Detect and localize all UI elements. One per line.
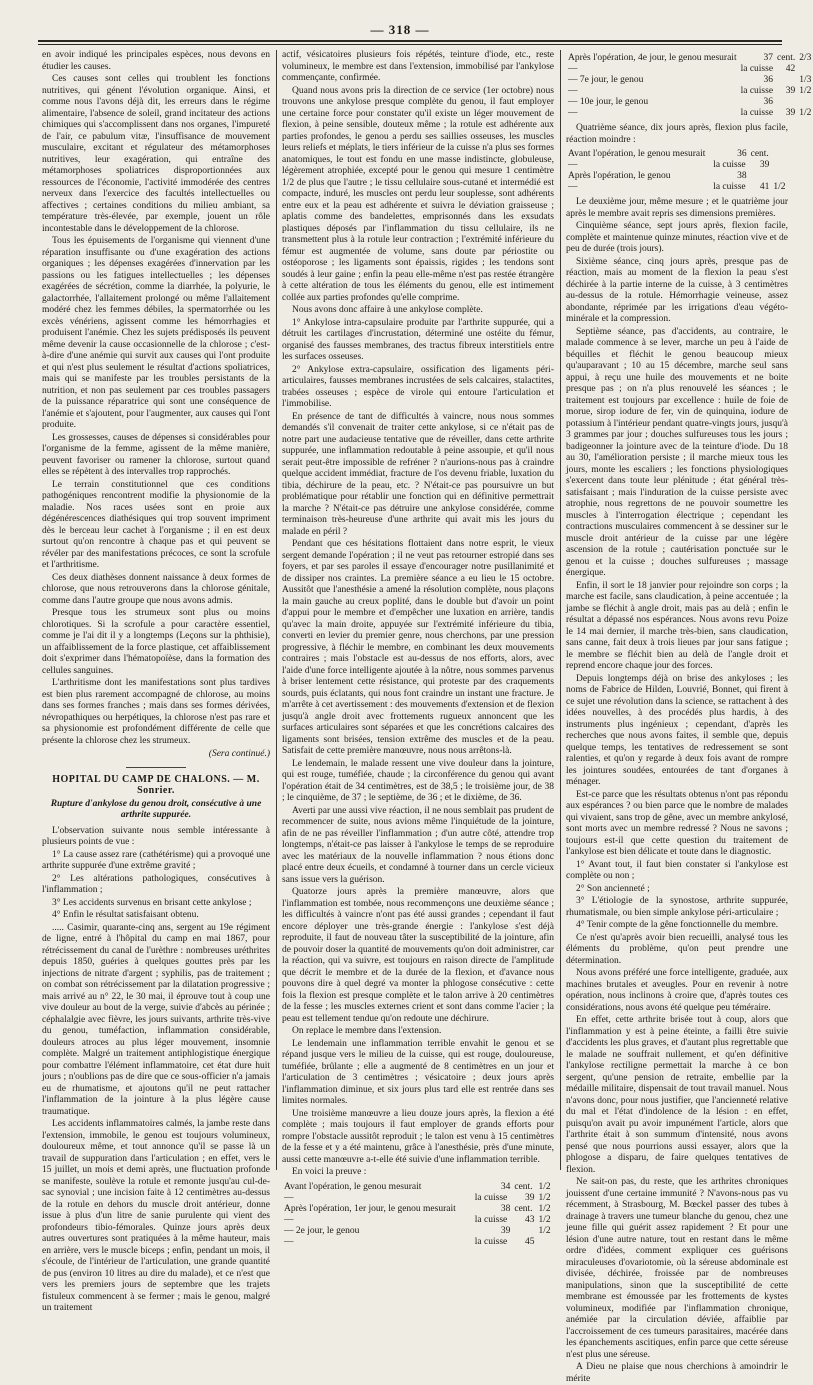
table-row <box>282 1226 554 1237</box>
table-row <box>566 53 813 64</box>
paragraph: Les accidents inflammatoires calmés, la jambe reste dans l'extension, immobile, le genou est toujours volumineux, douloureux même, et tout annonce qu'il se passe là un travail de suppuration dans l'articulation ; en effet, vers le 15 juillet, un mois et demi après, une fluctuation profonde se manifeste, soulève la rotule et remonte jusqu'au cul-de-sac synovial ; une incision faite à 12 centimètres au-dessus de la rotule en dehors du muscle droit antérieur, donne issue à plus d'un litre de sanie purulente qui vient des profondeurs tibio-fémorales. Quinze jours après deux autres ouvertures sont pratiquées à la même hauteur, mais en arrière, vers le muscle biceps ; enfin, pendant un mois, il s'écoule, de l'intérieur de l'articulation, une grande quantité de pus (environ 10 litres au dire du malade), et ce n'est que vers les premiers jours de septembre que les trajets fistuleux commencent à se fermer ; mais le genou, malgré un traitement <box>42 1119 270 1313</box>
page-number: — 318 — <box>370 22 430 37</box>
table-row <box>282 1237 554 1248</box>
table-cell: 38 <box>737 171 747 181</box>
table-row <box>566 97 813 108</box>
paragraph: Septième séance, pas d'accidents, au contraire, le malade commence à se lever, marche un peu à l'aide de béquilles et fléchit le genou beaucoup mieux qu'auparavant ; 10 au 15 décembre, marche seul sans appui, à reçu une huile des mouvements et ne boite presque pas ; on n'a plus renouvelé les séances ; le traitement est toujours par excellence : huile de foie de morue, sirop iodure de fer, vin de quinquina, iodure de potassium à l'intérieur pendant quatre-vingts jours, jusqu'à 3 grammes par jour ; douches sulfureuses tous les jours ; badigeonner la jointure avec de la teinture d'iode. Du 18 au 30, l'amélioration persiste ; il marche mieux tous les jours, monte les escaliers ; les fonctions physiologiques s'exercent dans toute leur plénitude ; état général très-satisfaisant ; mais l'induration de la cuisse persiste avec atrophie, nous regrettons de ne pouvoir soumettre les muscles à l'interrogation électrique ; cependant les contractions musculaires commencent à se dessiner sur le muscle droit antérieur de la cuisse par une légère ascension de la rotule ; cautérisation ponctuée sur le genou et la cuisse ; douches sulfureuses ; massage énergique. <box>566 326 788 578</box>
table-row <box>566 75 813 86</box>
paragraph: 3° L'étiologie de la synostose, arthrite suppurée, rhumatismale, ou bien simple ankylose péri-articulaire ; <box>566 896 788 918</box>
table-cell: — <box>568 64 578 74</box>
column-3 <box>566 50 812 1384</box>
paragraph: 3° Les accidents survenus en brisant cette ankylose ; <box>52 897 252 908</box>
column-separator <box>276 50 277 1170</box>
table-row <box>566 149 788 160</box>
table-cell: Avant l'opération, le genou mesurait <box>568 149 706 159</box>
paragraph: Quatorze jours après la première manœuvre, alors que l'inflammation est tombée, nous recommençons une deuxième séance ; les difficultés à vaincre n'ont pas été aussi grandes ; cependant il faut encore déployer une très-grande énergie : l'ankylose s'est déjà reproduite, il faut de nouveau tâter la susceptibilité de la jointure, afin de pouvoir doser la quantité de mouvements qu'on doit administrer, car la réaction, qui va suivre, est toujours en raison directe de l'amplitude que décrit le membre et de la durée de la flexion, et d'avance nous pouvons dire à quel degré va monter la phlogose consécutive : cette fois la flexion est presque complète et le talon arrive à 20 centimètres de la fesse ; les muscles externes crient et sont dans comme l'acier ; la peau est tellement tendue qu'on redoute une déchirure. <box>282 887 554 1024</box>
column-2 <box>282 50 554 1247</box>
table-cell: 37 <box>763 53 774 63</box>
table-cell: — <box>284 1192 294 1203</box>
article-title: Rupture d'ankylose du genou droit, consécutive à une arthrite suppurée. <box>50 798 262 820</box>
paragraph: Depuis longtemps déjà on brise des ankyloses ; les noms de Fabrice de Hilden, Louvrié, Bonnet, qui firent à ce sujet une révolution dans la science, se rattachent à des idées nouvelles, à des procédés plus hardis, à des instruments plus ingénieux ; cependant, d'après les recherches que nous avons faites, il semble que, depuis quelque temps, les tentatives de redressement se sont ralenties, et qu'on y regarde à deux fois avant de rompre les jointures soudées, entourées de tant d'organes à ménager. <box>566 673 788 787</box>
table-cell: 1/2 <box>538 1192 551 1203</box>
table-cell: 45 <box>524 1236 535 1247</box>
paragraph: Le lendemain une inflammation terrible envahit le genou et se répand jusque vers le milieu de la cuisse, qui est rouge, douloureuse, tuméfiée, brûlante ; elle a augmenté de 8 centimètres en un jour et l'articulation de 3 centimètres ; vésicatoire ; deux jours après l'inflammation diminue, et six jours plus tard elle est rentrée dans ses limites normales. <box>282 1038 554 1106</box>
table-cell <box>775 75 797 86</box>
table-cell: — <box>568 86 578 96</box>
table-cell: Après l'opération, le genou <box>568 171 671 181</box>
table-cell <box>512 1226 536 1237</box>
paragraph: 4° Enfin le résultat satisfaisant obtenu. <box>52 910 199 920</box>
paragraph: actif, vésicatoires plusieurs fois répétés, teinture d'iode, etc., reste volumineux, le membre est dans l'extension, immobilisé par l'ankylose commençante, confirmée. <box>282 50 554 83</box>
table-cell: 39 <box>785 86 796 96</box>
paragraph: En effet, cette arthrite brisée tout à coup, alors que l'inflammation y est à peine éteinte, a failli être suivie d'accidents les plus graves, et d'autant plus regrettable que le malade ne souffrait nullement, et qu'en définitive l'ankylose rectiligne permettait la marche à ce bon sergent, qu'une pension de retraite, embellie par la médaille militaire, dispensait de tout travail manuel. Nous n'avons donc, pour nous justifier, que l'ancienneté relative du mal et l'état d'indolence de la lésion : en effet, puisqu'on avait pu avoir impunément l'article, alors que l'arthrite était à son summum d'intensité, nous avons pensé que nous pourrions aussi essayer, alors que la phlogose a disparu, de faire quelques tentatives de flexion. <box>566 1015 788 1175</box>
table-cell: 1/2 <box>538 1181 551 1192</box>
paragraph: Pendant que ces hésitations flottaient dans notre esprit, le vieux sergent demande l'opération ; il ne veut pas retourner estropié dans ses foyers, et par ses paroles il essaye d'encourager notre pusillanimité et de dissiper nos craintes. La première séance a eu lieu le 15 octobre. Aussitôt que l'anesthésie a amené la résolution complète, nous plaçons la main gauche au creux poplité, dans le double but d'avoir un point d'appui pour le membre et d'empêcher une luxation en arrière, tandis qu'avec la main droite, appuyée sur l'extrémité inférieure du tibia, converti en levier du premier genre, nous cherchons, par une pression progressive, à fléchir le membre, en combinant les deux mouvements contraires ; mais l'obstacle est au-dessus de nos efforts, alors, avec l'aide d'une force intelligente ajoutée à la nôtre, nous sommes parvenus à briser lentement cette résistance, qui proteste par des craquements sourds, puis éclatants, qui nous font craindre un instant une fracture. Je m'arrête à cet avertissement : des mouvements d'extension et de flexion jusqu'à angle droit avec frottements rugueux annoncent que les surfaces articulaires sont séparées et que les concrétions calcaires des ligaments sont brisées, tension extrême des muscles et de la peau. Satisfait de cette première manœuvre, nous nous arrêtons-là. <box>282 539 554 756</box>
paragraph: L'arthritisme dont les manifestations sont plus tardives est bien plus rarement accompagné de chlorose, au moins dans ses formes franches ; mais dans ses formes dérivées, névropathiques ou herpétiques, la chlorose n'est pas rare et sa physionomie est profondément différente de celle que présente la chlorose chez les strumeux. <box>42 678 270 746</box>
paragraph: Une troisième manœuvre a lieu douze jours après, la flexion a été complète ; mais toujours il faut employer de grands efforts pour rompre l'obstacle aussitôt reproduit ; le talon est venu à 15 centimètres de la fesse et y a été maintenu, grâce à l'anesthésie, près d'une minute, aussi cette manœuvre a-t-elle été suivie d'une inflammation terrible. <box>282 1108 554 1165</box>
paragraph: En présence de tant de difficultés à vaincre, nous nous sommes demandés s'il convenait de traiter cette ankylose, si ce n'était pas de notre part une audacieuse tentative que de réveiller, dans cette arthrite suppurée, une inflammation redoutable à peine assoupie, et qu'il nous serait peut-être impossible de refréner ? n'aurions-nous pas à craindre quelque accident immédiat, fracture de l'os devenu friable, luxation du tibia, déchirure de la peau, etc. ? N'était-ce pas poursuivre un but problématique pour rétablir une fonction qui en définitive permettrait la marche ? N'était-ce pas détruire une ankylose considérée, comme terminaison très-heureuse d'une arthrite qui avait mis les jours du malade en péril ? <box>282 411 554 537</box>
table-row <box>282 1215 554 1226</box>
table-cell: 1/2 <box>799 108 812 118</box>
paragraph: En voici la preuve : <box>292 1167 367 1177</box>
table-cell: 39 <box>785 108 796 118</box>
table-cell <box>536 1237 554 1248</box>
table-cell <box>771 160 788 171</box>
paragraph: 1° La cause assez rare (cathétérisme) qui a provoqué une arthrite suppurée d'une extrême gravité ; <box>42 849 270 871</box>
table-cell: 43 <box>524 1214 535 1225</box>
paragraph: Le deuxième jour, même mesure ; et le quatrième jour après le membre avait repris ses dimensions premières. <box>566 197 788 219</box>
table-row <box>566 160 788 171</box>
table-row <box>566 86 813 97</box>
table-cell: — <box>568 108 578 118</box>
page-header <box>0 20 800 42</box>
table-cell <box>771 171 788 182</box>
paragraph: Averti par une aussi vive réaction, il ne nous semblait pas prudent de recommencer de suite, nous avions même l'inquiétude de la jointure, afin de ne pas réveiller l'inflammation ; d'un autre côté, attendre trop longtemps, n'était-ce pas laisser à l'ankylose le temps de se reproduire avec les matériaux de la nouvelle inflammation ? nous étions donc placé entre deux écueils, et condamné à tourner dans un cercle vicieux sans issue vers la guérison. <box>282 805 554 885</box>
paragraph: 1° Avant tout, il faut bien constater si l'ankylose est complète ou non ; <box>566 859 788 881</box>
table-cell: 2/3 <box>799 53 812 63</box>
table-cell: 36 <box>737 149 747 159</box>
table-cell: la cuisse <box>474 1236 508 1247</box>
table-cell: 38 <box>500 1203 511 1214</box>
table-cell: 39 <box>759 160 770 170</box>
table-cell <box>797 64 813 75</box>
paragraph: en avoir indiqué les principales espèces, nous devons en étudier les causes. <box>42 50 270 72</box>
table-cell: 1/3 <box>799 75 812 85</box>
table-cell <box>771 149 788 160</box>
table-cell <box>797 97 813 108</box>
paragraph: Ce n'est qu'après avoir bien recueilli, analysé tous les éléments du problème, qu'on peut prendre une détermination. <box>566 932 788 966</box>
paragraph: Le lendemain, le malade ressent une vive douleur dans la jointure, qui est rouge, tuméfiée, chaude ; la circonférence du genou qui avant l'opération était de 34 centimètres, est de 38,5 ; le troisième jour, de 38 ; le cinquième, de 37 ; le septième, de 36 ; et le dixième, de 36. <box>282 758 554 803</box>
paragraph: Tous les épuisements de l'organisme qui viennent d'une réparation insuffisante ou d'une exagération des actions organiques ; les dépenses exagérées d'innervation par les passions ou les fatigues intellectuelles ; les dépenses exagérées de sécrétion, comme la diarrhée, la polyurie, le galactorrhée, l'allaitement prolongé ou même l'allaitement modéré chez les femmes débiles, la spermatorrhée ou les excès vénériens, agissent comme les hémorrhagies et produisent l'anémie. Chez les sujets prédisposés ils peuvent même devenir la cause occasionnelle de la chlorose ; c'est-à-dire d'une anémie qui survit aux causes qui l'ont produite et qui n'est plus seulement le résultat d'actions spoliatrices, mais qui se manifeste par les troubles persistants de la nutrition, et non pas seulement par ces troubles passagers de la puissance réparatrice qui sont une conséquence de l'anémie et s'ajoutent, pour l'augmenter, aux causes qui l'ont produite. <box>42 236 270 430</box>
paragraph: A Dieu ne plaise que nous cherchions à amoindrir le mérite <box>566 1362 788 1384</box>
table-cell: — <box>284 1236 294 1247</box>
section-divider <box>126 767 186 768</box>
table-cell: 39 <box>524 1192 535 1203</box>
table-cell: la cuisse <box>740 108 774 118</box>
table-cell: cent. <box>750 149 769 159</box>
paragraph: Est-ce parce que les résultats obtenus n'ont pas répondu aux espérances ? ou bien parce que le nombre de malades qui vivaient, sans trop de gêne, avec un membre ankylosé, sont morts avec un membre redressé ? Nous ne savons ; toujours est-il que cette question du traitement de l'ankylose est bien délicate et toute dans le diagnostic. <box>566 789 788 857</box>
paragraph: Le terrain constitutionnel que ces conditions pathogéniques rencontrent modifie la physionomie de la maladie. Nos races usées sont en proie aux dégénérescences diathésiques qui trop souvent impriment dès le berceau leur cachet à l'organisme ; il en est deux surtout qu'on rencontre à chaque pas et qui peuvent se révéler par des manifestations précoces, ce sont la scrofule et l'arthritisme. <box>42 479 270 570</box>
column-1 <box>42 50 270 1313</box>
paragraph: 4° Tenir compte de la gêne fonctionnelle du membre. <box>576 920 779 930</box>
table-cell: 36 <box>763 75 774 85</box>
table-row <box>282 1182 554 1193</box>
paragraph: Quatrième séance, dix jours après, flexion plus facile, réaction moindre : <box>566 123 788 145</box>
table-cell: la cuisse <box>474 1214 508 1225</box>
section-title: HOPITAL DU CAMP DE CHALONS. — M. Sonrier. <box>52 773 260 796</box>
paragraph: Les grossesses, causes de dépenses si considérables pour l'organisme de la femme, agissent de la même manière, peuvent favoriser ou ramener la chlorose, surtout quand elles se répètent à des intervalles trop rapprochés. <box>42 432 270 477</box>
table-cell: — <box>568 182 578 192</box>
header-rule-thin <box>38 44 782 45</box>
table-cell: 1/2 <box>799 86 812 96</box>
paragraph: Ces causes sont celles qui troublent les fonctions nutritives, qui génent l'évolution organique. Ainsi, et comme nous l'avons déjà dit, les erreurs dans le régime alimentaire, l'absence de soleil, grand incitateur des actions chimiques qui s'accomplissent dans nos organes, l'impureté de l'air, ce pabulum vitæ, l'insuffisance de mouvement musculaire, excitant et régulateur des métamorphoses nutritives, leur exagération, qui entraîne des métamorphoses spoliatrices disproportionnées aux ressources de l'économie, l'activité immodérée des centres nerveux dans l'exercice des facultés intellectuelles ou affectives ; certaines conditions du milieu ambiant, sa température très-élevée, par exemple, jouent un rôle incontestable dans le développement de la chlorose. <box>42 74 270 234</box>
table-cell: cent. <box>514 1181 533 1192</box>
header-rule <box>38 40 782 42</box>
table-cell: 42 <box>785 64 796 74</box>
paragraph: 2° Son ancienneté ; <box>576 883 650 894</box>
paragraph: On replace le membre dans l'extension. <box>292 1026 442 1036</box>
table-cell: 41 <box>759 182 770 192</box>
paragraph: Ne sait-on pas, du reste, que les arthrites chroniques jouissent d'une certaine immunité ? N'avons-nous pas vu récemment, à Strasbourg, M. Bœckel passer des tubes à drainage à travers une tumeur blanche du genou, chez une jeune fille qui guérit assez rapidement ? Et pour une lésion d'une autre nature, tout en restant dans le même ordre d'idées, comment expliquer ces guérisons miraculeuses d'ovariotomie, où la séreuse abdominale est divisée, déchirée, froissée par de nombreuses manipulations, sinon que la susceptibilité de cette membrane est émoussée par les frottements de kystes volumineux, modifiée par l'inflammation chronique, anémiée par la circulation déviée, affaiblie par l'accroissement de ces tumeurs parasitaires, macérée dans les épanchements ascitiques, enfin parce que cette séreuse n'est plus une séreuse. <box>566 1177 788 1360</box>
table-cell: — 2e jour, le genou <box>284 1225 360 1236</box>
paragraph: Presque tous les strumeux sont plus ou moins chlorotiques. Si la scrofule a pour caractère essentiel, comme je l'ai dit il y a longtemps (Leçons sur la phthisie), un affaiblissement de la force plastique, cet affaiblissement doit s'exprimer dans l'hématopoïèse, dans la formation des cellules sanguines. <box>42 608 270 676</box>
paragraph: Quand nous avons pris la direction de ce service (1er octobre) nous trouvons une ankylose presque complète du genou, il faut employer une certaine force pour constater qu'il existe un léger mouvement de flexion, à peine sensible, douteux même ; la rotule est adhérente aux parties profondes, le genou a perdu ses saillies osseuses, les muscles leurs reliefs et méplats, le tiers inférieur de la cuisse n'a plus ses formes anatomiques, le tout est fondu en une masse indistincte, globuleuse, légèrement atrophiée, excepté pour le genou qui mesure 1 centimètre 1/2 de plus que l'autre ; le tissu cellulaire sous-cutané et intermédié est compacte, induré, les muscles ont perdu leur souplesse, sont adhérents entre eux et la peau est adhérente et suivra le déviation graisseuse ; aplatis comme des bandelettes, emprisonnés dans les exsudats plastiques déposés par l'inflammation du tissu cellulaire, ils ne transmettent plus à la rotule leur contraction ; l'extrémité inférieure du fémur est augmentée de volume, sans doute par périostite ou ostéoporose ; les ligaments sont épaissis, rigides ; les tendons sont soudés à leur gaine ; enfin la peau elle-même n'est pas restée étrangère à cette altération de tous les éléments du genou, elle est intimement collée aux parties profondes qu'elle comprime. <box>282 85 554 303</box>
table-cell: 39 <box>500 1225 511 1236</box>
table-cell: 1/2 <box>538 1214 551 1225</box>
table-cell: — 10e jour, le genou <box>568 97 649 107</box>
table-cell: la cuisse <box>713 182 746 192</box>
table-row <box>282 1193 554 1204</box>
paragraph: Ces deux diathèses donnent naissance à deux formes de chlorose, que nous retrouverons dans la chlorose génitale, comme dans l'autre groupe que nous avons admis. <box>42 572 270 606</box>
table-cell: — <box>568 160 578 170</box>
table-cell: cent. <box>514 1203 533 1214</box>
table-cell: cent. <box>777 53 796 63</box>
paragraph: Sixième séance, cinq jours après, presque pas de réaction, mais au moment de la flexion la peau s'est déchirée à la partie interne de la cuisse, à 3 centimètres au-dessus de la rotule. Hémorrhagie veineuse, assez abondante, réprimée par les irrigations d'eau végéto-minérale et la compression. <box>566 256 788 324</box>
table-cell: la cuisse <box>474 1192 508 1203</box>
table-cell: — 7e jour, le genou <box>568 75 644 85</box>
table-cell: 34 <box>500 1181 511 1192</box>
table-cell: 1/2 <box>538 1203 551 1214</box>
measurement-table <box>282 1182 554 1248</box>
paragraph: Cinquième séance, sept jours après, flexion facile, complète et maintenue quinze minutes, réaction vive et de peu de durée (trois jours). <box>566 221 788 254</box>
measurement-table <box>566 149 788 193</box>
table-cell: la cuisse <box>740 86 774 96</box>
paragraph: 1° Ankylose intra-capsulaire produite par l'arthrite suppurée, qui a détruit les cartilages d'incrustation, déterminé une ostéite du fémur, organisé des fausses membranes, des tractus fibreux interstitiels entre les surfaces osseuses. <box>282 317 554 362</box>
table-cell: 1/2 <box>773 182 786 192</box>
table-row <box>566 108 813 119</box>
continuation-note: (Sera continué.) <box>208 749 270 759</box>
table-cell: Avant l'opération, le genou mesurait <box>284 1181 422 1192</box>
table-cell: la cuisse <box>740 64 774 74</box>
paragraph: L'observation suivante nous semble intéressante à plusieurs points de vue : <box>42 825 270 847</box>
paragraph: 2° Les altérations pathologiques, consécutives à l'inflammation ; <box>42 873 270 895</box>
column-separator <box>560 50 561 1170</box>
table-cell: la cuisse <box>713 160 746 170</box>
table-row <box>282 1204 554 1215</box>
table-cell: — <box>284 1214 294 1225</box>
paragraph: 2° Ankylose extra-capsulaire, ossification des ligaments péri-articulaires, fausses membranes incrustées de sels calcaires, stalactites, trabées osseuses ; espèce de virole qui entoure l'articulation et l'immobilise. <box>282 364 554 409</box>
table-row <box>566 182 788 193</box>
table-cell <box>775 97 797 108</box>
table-cell: Après l'opération, 1er jour, le genou mesurait <box>284 1203 456 1214</box>
paragraph: Nous avons donc affaire à une ankylose complète. <box>292 305 483 315</box>
table-row <box>566 64 813 75</box>
measurement-table <box>566 53 813 119</box>
table-cell <box>749 171 772 182</box>
paragraph: ..... Casimir, quarante-cinq ans, sergent au 19e régiment de ligne, entré à l'hôpital du camp en mai 1867, pour rétrécissement du canal de l'urèthre : nombreuses uréthrites depuis 1850, guéries à quelques gouttes près par les injections de nitrate d'argent ; syphilis, pas de traitement ; on combat son rétrécissement par la dilatation progressive ; mais arrivé au n° 22, le 30 mai, il éprouve tout à coup une vive douleur au bout de la verge, suivie d'abcès au périnée ; céphalalgie avec fièvre, les jours suivants, arthrite très-vive du genou, tuméfaction, inflammation considérable, douleurs atroces au plus léger mouvement, insomnie complète. Malgré un traitement antiphlogistique énergique pour combattre l'élément inflammatoire, cet état dure huit jours ; n'oublions pas de dire que ce sous-officier n'a jamais eu de rhumatisme, et ajoutons qu'il ne peut rattacher l'inflammation de la jointure à la plus légère cause traumatique. <box>42 922 270 1117</box>
table-cell: Après l'opération, 4e jour, le genou mesurait <box>568 53 737 63</box>
table-cell: 1/2 <box>538 1225 551 1236</box>
paragraph: Nous avons préféré une force intelligente, graduée, aux machines brutales et aveugles. Pour en revenir à notre opération, nous inclinons à croire que, d'après toutes ces considérations, nous avons été quelque peu téméraire. <box>566 968 788 1013</box>
table-row <box>566 171 788 182</box>
paragraph: Enfin, il sort le 18 janvier pour rejoindre son corps ; la marche est facile, sans claudication, à peine accentuée ; la jambe se fléchit à angle droit, mais pas au delà ; enfin le résultat a dépassé nos espérances. Nous avons revu Poize le 14 mai dernier, il marche très-bien, sans claudication, sans canne, fait deux à trois lieues par jour sans fatigue ; le membre se fléchit bien au delà de l'angle droit et reprend encore chaque jour des forces. <box>566 580 788 671</box>
table-cell: 36 <box>763 97 774 107</box>
